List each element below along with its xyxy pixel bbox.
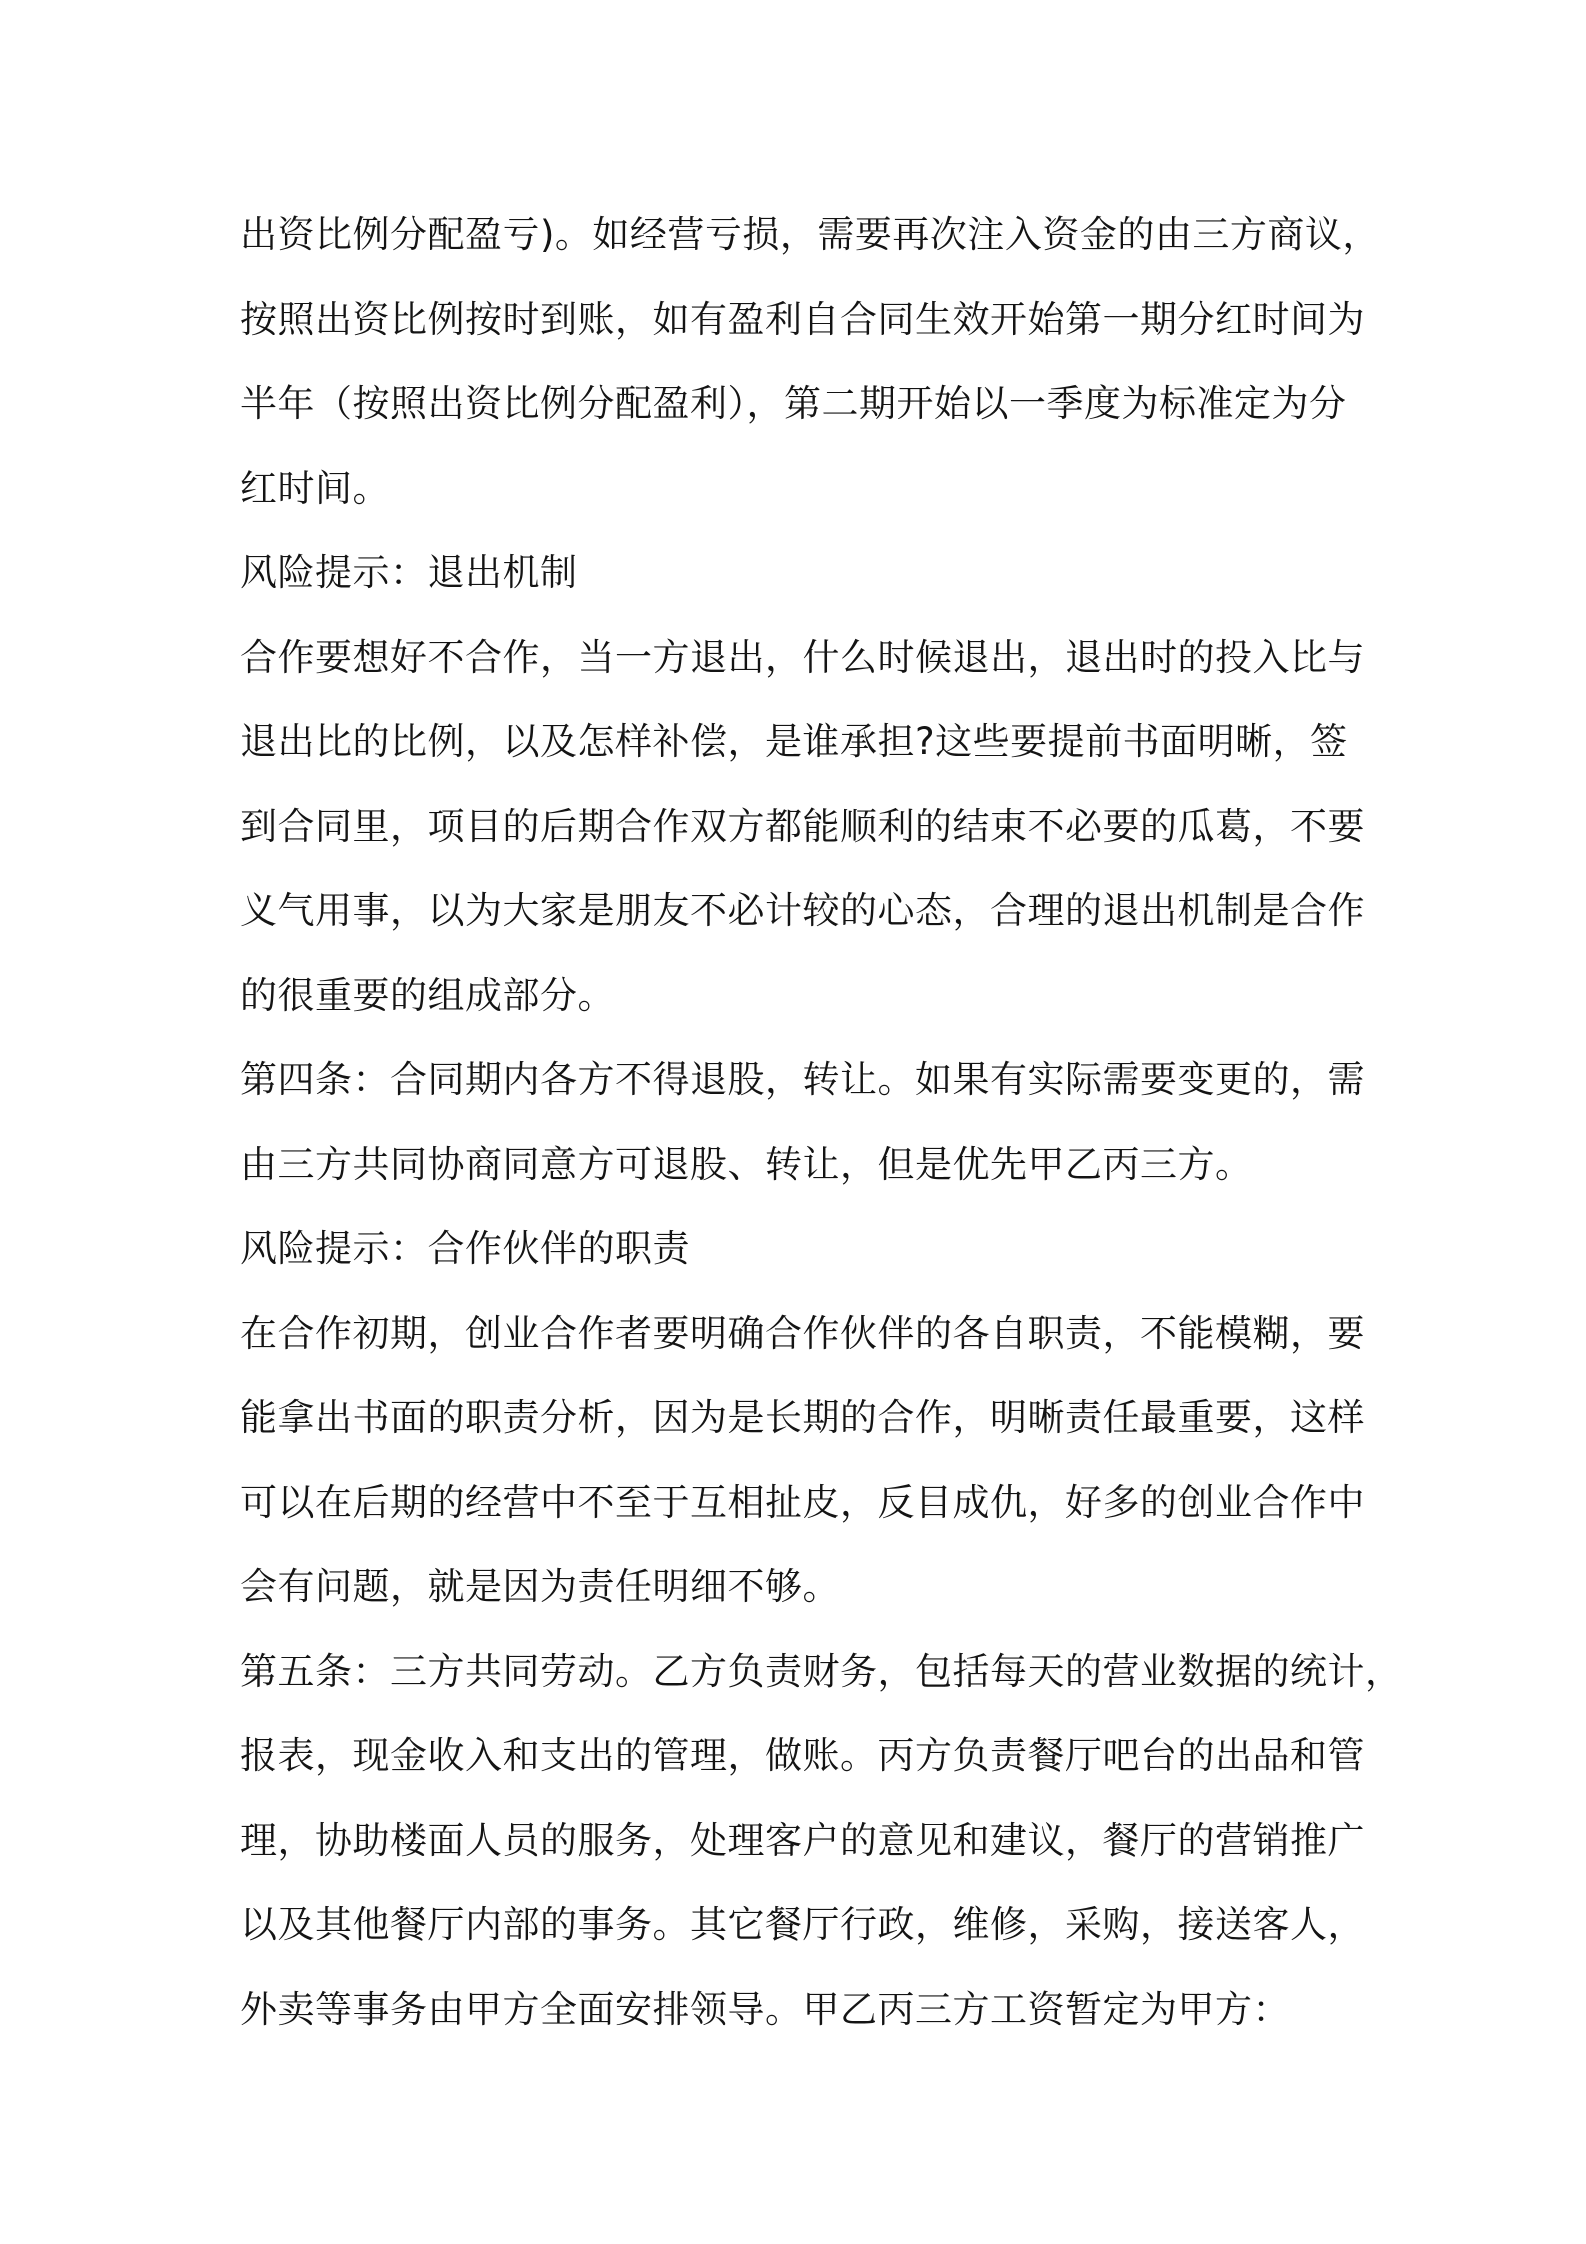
text-line: 半年（按照出资比例分配盈利），第二期开始以一季度为标准定为分: [240, 382, 1347, 425]
text-line: 的很重要的组成部分。: [240, 973, 615, 1017]
risk-heading-exit: 风险提示：退出机制: [240, 551, 578, 594]
text-line: 能拿出书面的职责分析，因为是长期的合作，明晰责任最重要，这样: [240, 1396, 1365, 1439]
text-line: 外卖等事务由甲方全面安排领导。甲乙丙三方工资暂定为甲方：: [240, 1987, 1290, 2031]
text-line: 出资比例分配盈亏)。如经营亏损，需要再次注入资金的由三方商议，: [240, 213, 1380, 256]
text-line: 义气用事，以为大家是朋友不必计较的心态，合理的退出机制是合作: [240, 889, 1365, 932]
text-line: 合作要想好不合作，当一方退出，什么时候退出，退出时的投入比与: [240, 635, 1365, 679]
text-line: 在合作初期，创业合作者要明确合作伙伴的各自职责，不能模糊，要: [240, 1311, 1365, 1355]
text-line: 以及其他餐厅内部的事务。其它餐厅行政，维修，采购，接送客人，: [240, 1903, 1365, 1946]
text-line: 由三方共同协商同意方可退股、转让，但是优先甲乙丙三方。: [240, 1142, 1253, 1186]
article-four: 第四条：合同期内各方不得退股，转让。如果有实际需要变更的，需: [240, 1058, 1365, 1101]
text-line: 会有问题，就是因为责任明细不够。: [240, 1565, 840, 1608]
text-line: 可以在后期的经营中不至于互相扯皮，反目成仇，好多的创业合作中: [240, 1480, 1365, 1524]
text-line: 理，协助楼面人员的服务，处理客户的意见和建议，餐厅的营销推广: [240, 1818, 1365, 1862]
risk-heading-duties: 风险提示：合作伙伴的职责: [240, 1227, 690, 1270]
text-line: 红时间。: [240, 466, 390, 510]
text-line: 到合同里，项目的后期合作双方都能顺利的结束不必要的瓜葛，不要: [240, 804, 1365, 848]
text-line: 按照出资比例按时到账，如有盈利自合同生效开始第一期分红时间为: [240, 297, 1365, 341]
article-five: 第五条：三方共同劳动。乙方负责财务，包括每天的营业数据的统计，: [240, 1649, 1403, 1693]
text-line: 报表，现金收入和支出的管理，做账。丙方负责餐厅吧台的出品和管: [240, 1734, 1365, 1777]
document-body: [240, 193, 1403, 2052]
text-line: 退出比的比例，以及怎样补偿，是谁承担?这些要提前书面明晰，签: [240, 720, 1348, 763]
